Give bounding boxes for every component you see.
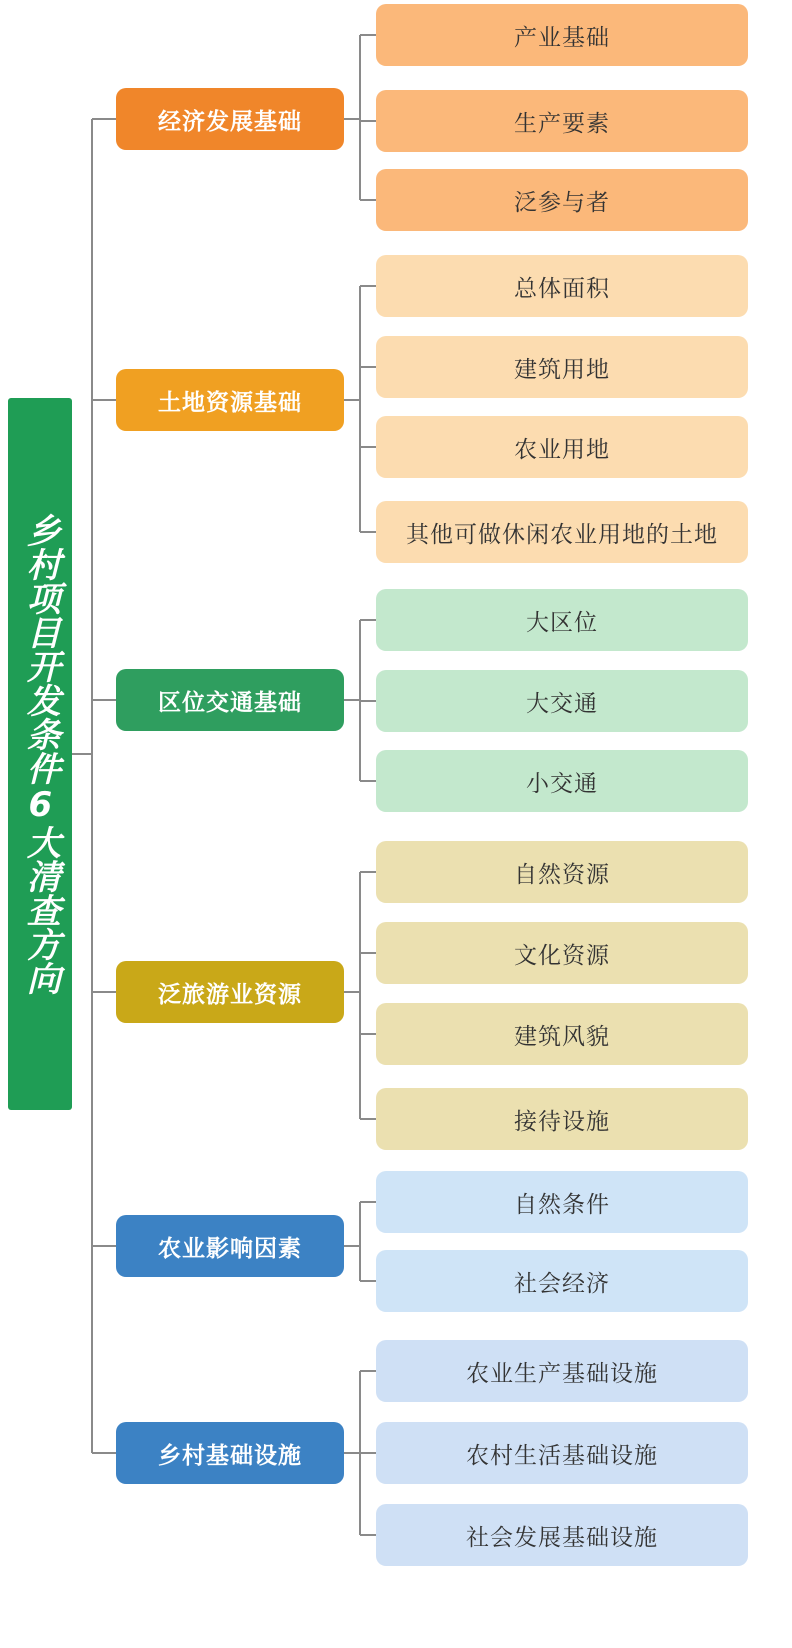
branch-node-6-label: 乡村基础设施 (158, 1441, 302, 1468)
leaf-node-1-2[interactable] (376, 90, 748, 152)
leaf-node-4-2-label: 文化资源 (514, 941, 610, 968)
branch-node-5-label: 农业影响因素 (158, 1234, 302, 1261)
leaf-node-4-3-label: 建筑风貌 (514, 1022, 610, 1049)
leaf-node-5-2-label: 社会经济 (514, 1269, 610, 1296)
leaf-node-4-1[interactable] (376, 841, 748, 903)
leaf-node-1-3-label: 泛参与者 (514, 188, 610, 215)
leaf-node-4-2[interactable] (376, 922, 748, 984)
leaf-node-1-2-label: 生产要素 (514, 109, 610, 136)
leaf-node-5-2[interactable] (376, 1250, 748, 1312)
leaf-node-3-1[interactable] (376, 589, 748, 651)
leaf-node-6-3-label: 社会发展基础设施 (466, 1523, 658, 1550)
leaf-node-3-2-label: 大交通 (526, 689, 598, 716)
leaf-node-1-1-label: 产业基础 (514, 23, 610, 50)
leaf-node-4-3[interactable] (376, 1003, 748, 1065)
branch-node-4[interactable] (116, 961, 344, 1023)
leaf-node-3-3-label: 小交通 (526, 769, 598, 796)
leaf-node-1-1[interactable] (376, 4, 748, 66)
leaf-node-2-3[interactable] (376, 416, 748, 478)
leaf-node-2-4-label: 其他可做休闲农业用地的土地 (406, 520, 718, 547)
root-node[interactable] (8, 398, 72, 1110)
root-node-label: 乡村项目开发条件6大清查方向 (20, 513, 61, 995)
leaf-node-1-3[interactable] (376, 169, 748, 231)
branch-node-5[interactable] (116, 1215, 344, 1277)
branch-node-2[interactable] (116, 369, 344, 431)
leaf-node-4-4-label: 接待设施 (514, 1107, 610, 1134)
leaf-node-5-1[interactable] (376, 1171, 748, 1233)
leaf-node-6-2-label: 农村生活基础设施 (466, 1441, 658, 1468)
leaf-node-2-3-label: 农业用地 (514, 435, 610, 462)
leaf-node-3-1-label: 大区位 (526, 608, 598, 635)
leaf-node-4-1-label: 自然资源 (514, 860, 610, 887)
leaf-node-6-3[interactable] (376, 1504, 748, 1566)
leaf-node-2-2[interactable] (376, 336, 748, 398)
branch-node-3-label: 区位交通基础 (158, 688, 302, 715)
branch-node-3[interactable] (116, 669, 344, 731)
leaf-node-6-1-label: 农业生产基础设施 (466, 1359, 658, 1386)
leaf-node-6-1[interactable] (376, 1340, 748, 1402)
branch-node-1[interactable] (116, 88, 344, 150)
leaf-node-2-1[interactable] (376, 255, 748, 317)
branch-node-4-label: 泛旅游业资源 (158, 980, 302, 1007)
branch-node-1-label: 经济发展基础 (158, 107, 302, 134)
leaf-node-2-1-label: 总体面积 (514, 274, 610, 301)
leaf-node-4-4[interactable] (376, 1088, 748, 1150)
leaf-node-5-1-label: 自然条件 (514, 1190, 610, 1217)
leaf-node-3-3[interactable] (376, 750, 748, 812)
leaf-node-3-2[interactable] (376, 670, 748, 732)
leaf-node-6-2[interactable] (376, 1422, 748, 1484)
leaf-node-2-4[interactable] (376, 501, 748, 563)
branch-node-6[interactable] (116, 1422, 344, 1484)
branch-node-2-label: 土地资源基础 (158, 388, 302, 415)
leaf-node-2-2-label: 建筑用地 (514, 355, 610, 382)
